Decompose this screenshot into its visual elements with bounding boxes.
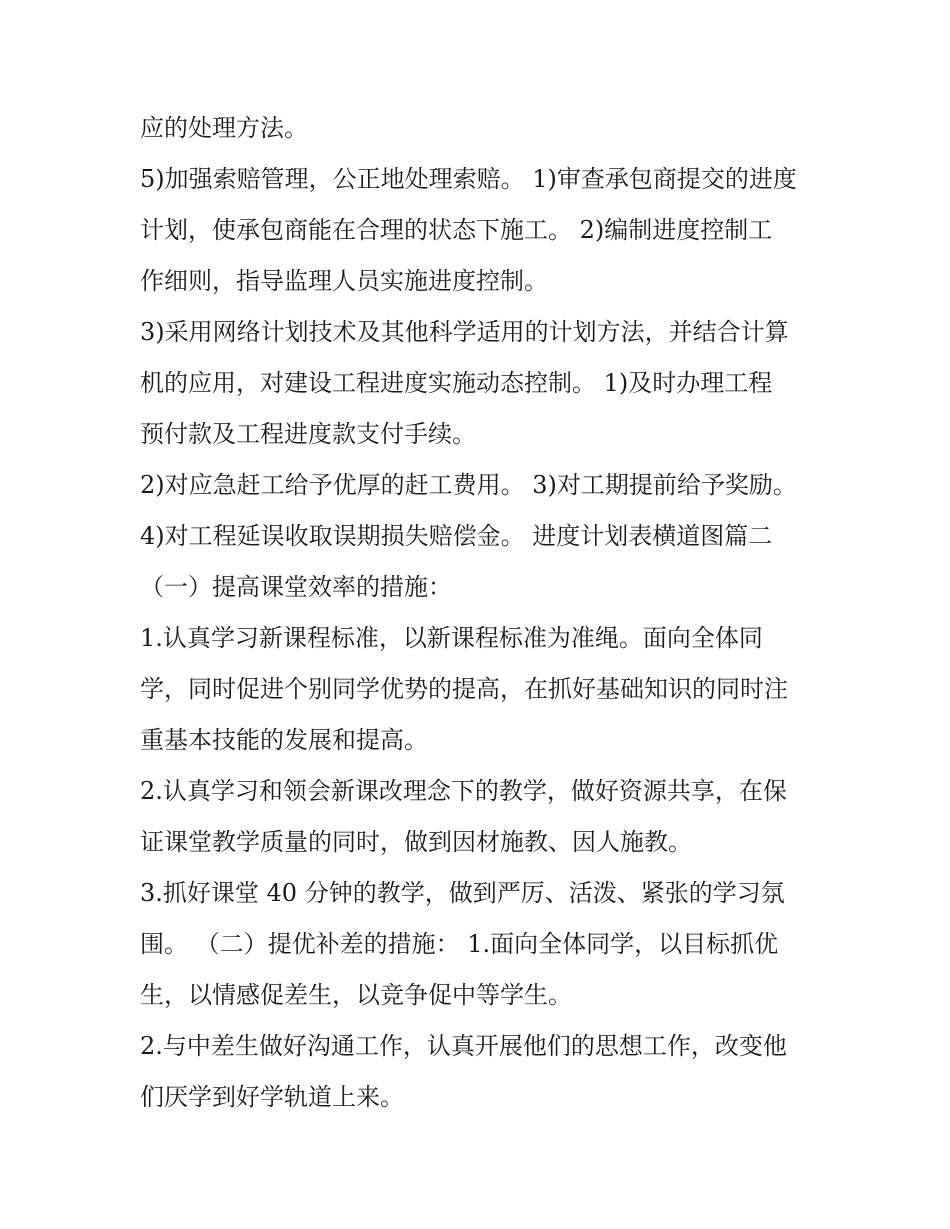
text-line: 计划，使承包商能在合理的状态下施工。 2)编制进度控制工: [140, 216, 773, 244]
text-line: 作细则，指导监理人员实施进度控制。: [140, 267, 548, 295]
text-line: 生，以情感促差生，以竞争促中等学生。: [140, 981, 572, 1009]
text-line: 3)采用网络计划技术及其他科学适用的计划方法，并结合计算: [140, 318, 789, 346]
section-heading: （一）提高课堂效率的措施：: [140, 573, 452, 601]
text-line: 2)对应急赶工给予优厚的赶工费用。 3)对工期提前给予奖励。: [140, 471, 797, 499]
text-line: 们厌学到好学轨道上来。: [140, 1083, 404, 1111]
text-line: 2.与中差生做好沟通工作，认真开展他们的思想工作，改变他: [140, 1032, 787, 1060]
text-line: 1.认真学习新课程标准，以新课程标准为准绳。面向全体同: [140, 624, 763, 652]
text-line: 4)对工程延误收取误期损失赔偿金。 进度计划表横道图篇二: [140, 522, 773, 550]
text-line: 学，同时促进个别同学优势的提高，在抓好基础知识的同时注: [140, 675, 788, 703]
text-line: 5)加强索赔管理，公正地处理索赔。 1)审查承包商提交的进度: [140, 165, 797, 193]
text-line: 证课堂教学质量的同时，做到因材施教、因人施教。: [140, 828, 692, 856]
text-line: 3.抓好课堂 40 分钟的教学，做到严厉、活泼、紧张的学习氛: [140, 879, 785, 907]
text-line: 2.认真学习和领会新课改理念下的教学，做好资源共享，在保: [140, 777, 787, 805]
document-body: [140, 103, 830, 1123]
text-line: 预付款及工程进度款支付手续。: [140, 420, 476, 448]
text-line: 机的应用，对建设工程进度实施动态控制。 1)及时办理工程: [140, 369, 773, 397]
text-line: 应的处理方法。: [140, 114, 308, 142]
text-line: 重基本技能的发展和提高。: [140, 726, 428, 754]
text-line: 围。 （二）提优补差的措施： 1.面向全体同学，以目标抓优: [140, 930, 779, 958]
